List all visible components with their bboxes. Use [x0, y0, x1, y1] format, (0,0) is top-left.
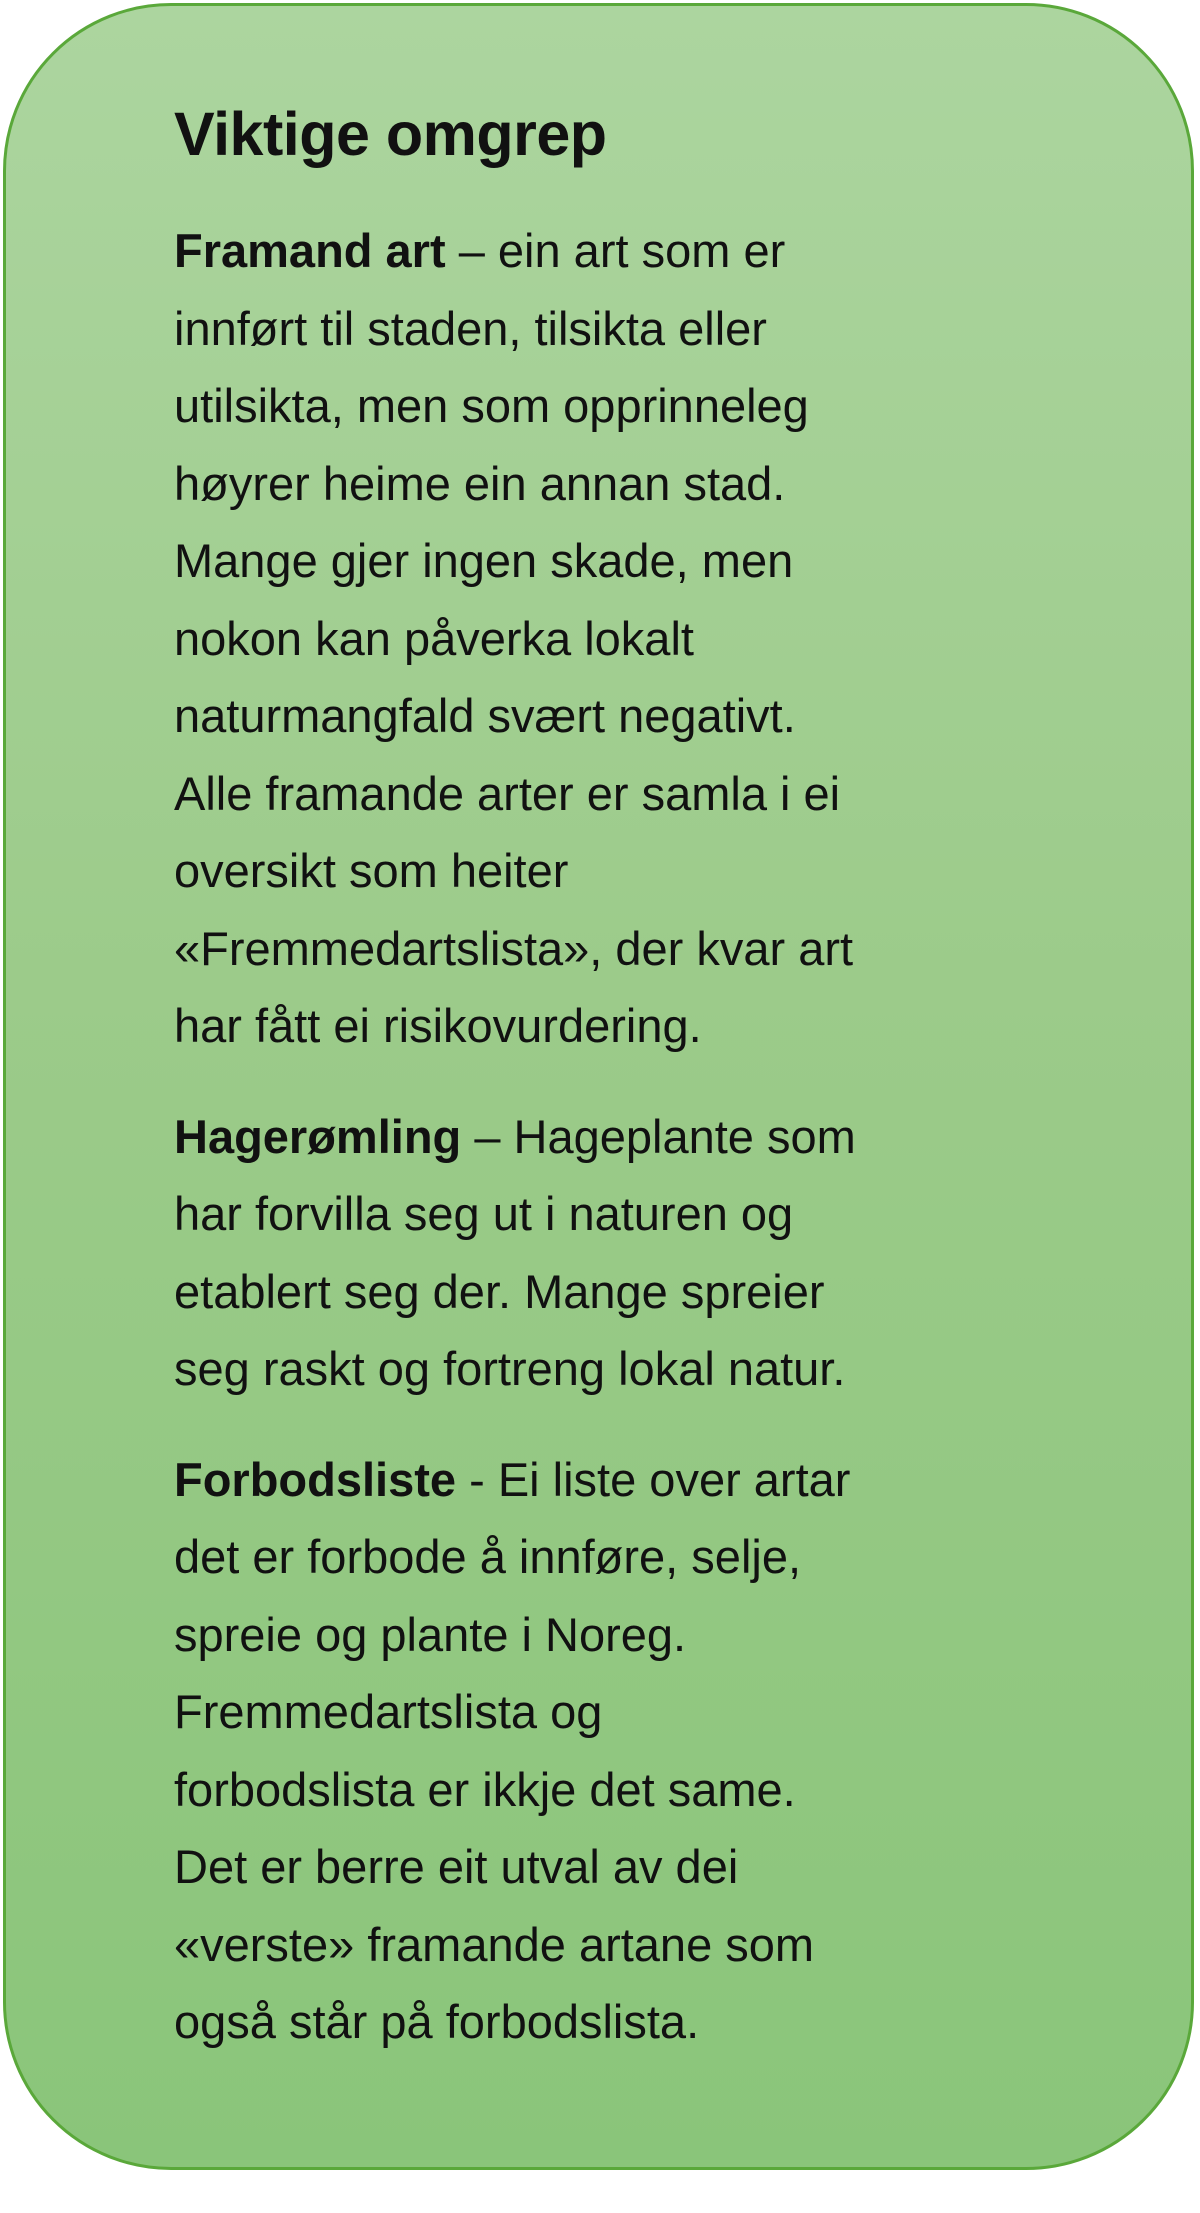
- definition-line: oversikt som heiter: [174, 844, 569, 897]
- definition-line: innført til staden, tilsikta eller: [174, 301, 767, 355]
- definition-line: nokon kan påverka lokalt: [174, 611, 694, 665]
- term-label: Hagerømling: [174, 1109, 462, 1163]
- definition-line: utilsikta, men som opprinneleg: [174, 379, 809, 432]
- definition-forbodsliste: [174, 1441, 974, 2061]
- definition-line: etablert seg der. Mange spreier: [174, 1264, 825, 1318]
- definition-framand-art: [174, 212, 974, 1065]
- definition-line: har forvilla seg ut i naturen og: [174, 1187, 794, 1240]
- definition-line: seg raskt og fortreng lokal natur.: [174, 1342, 846, 1395]
- term-label: Framand art: [174, 224, 446, 277]
- definition-line: spreie og plante i Noreg.: [174, 1607, 687, 1661]
- definition-line: Ei liste over artar: [497, 1452, 851, 1506]
- definition-hageromling: [174, 1098, 974, 1408]
- definition-line: Hageplante som: [513, 1109, 856, 1163]
- definition-line: naturmangfald svært negativt.: [174, 689, 796, 742]
- definition-line: forbodslista er ikkje det same.: [174, 1762, 796, 1816]
- info-box-content: [174, 86, 974, 2094]
- box-title: Viktige omgrep: [174, 100, 607, 168]
- term-separator: -: [456, 1452, 498, 1506]
- definition-line: det er forbode å innføre, selje,: [174, 1530, 802, 1583]
- info-box: [3, 3, 1194, 2170]
- definition-line: også står på forbodslista.: [174, 1995, 700, 2048]
- definition-line: Det er berre eit utval av dei: [174, 1840, 739, 1893]
- definition-line: «verste» framande artane som: [174, 1917, 815, 1971]
- definition-line: Alle framande arter er samla i ei: [174, 766, 841, 820]
- term-separator: –: [445, 224, 498, 277]
- definition-line: Fremmedartslista og: [174, 1685, 603, 1738]
- term-separator: –: [461, 1109, 514, 1163]
- definition-line: høyrer heime ein annan stad.: [174, 456, 786, 510]
- term-label: Forbodsliste: [174, 1452, 457, 1506]
- definition-line: ein art som er: [497, 224, 786, 277]
- definition-line: «Fremmedartslista», der kvar art: [174, 921, 854, 975]
- definition-line: Mange gjer ingen skade, men: [174, 534, 794, 587]
- definition-line: har fått ei risikovurdering.: [174, 999, 702, 1052]
